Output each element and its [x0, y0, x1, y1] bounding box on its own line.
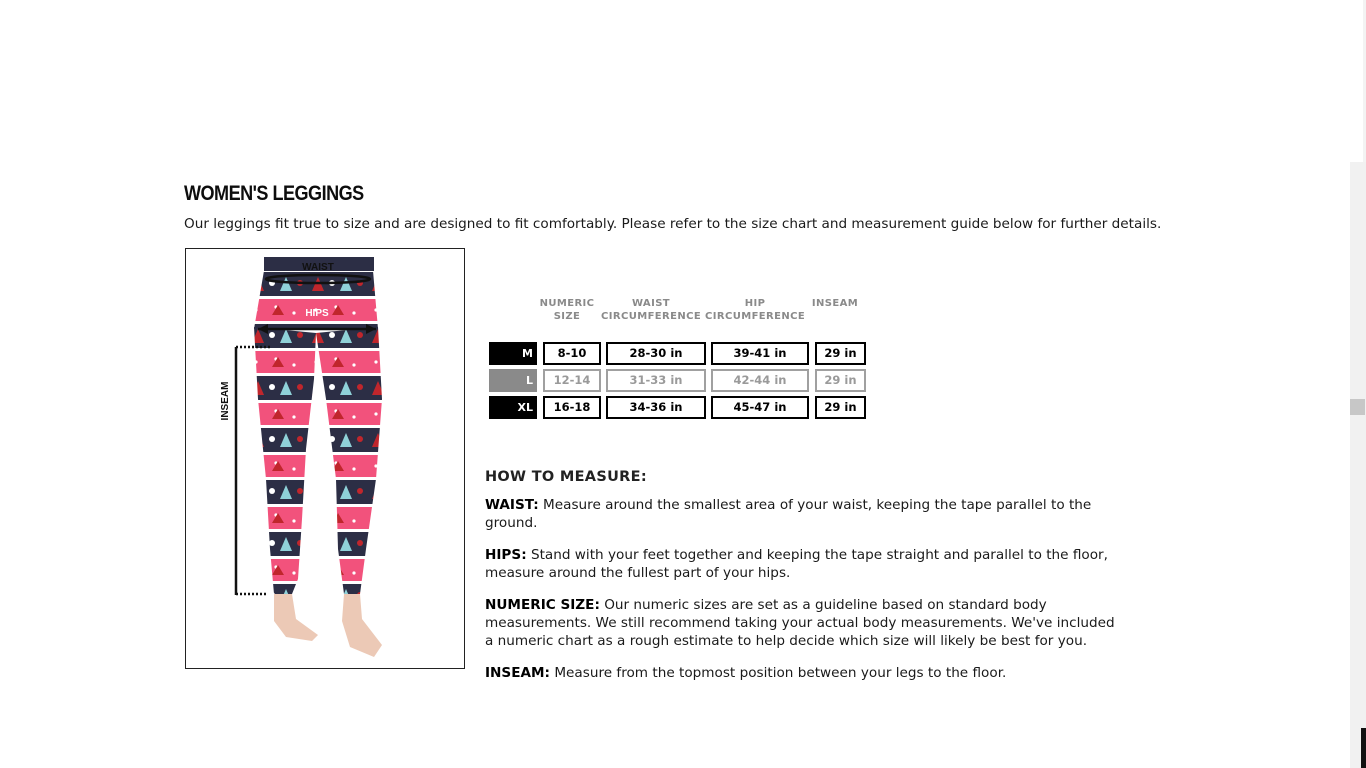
measure-waist	[485, 496, 1125, 532]
hip-cell: 39-41 in	[711, 342, 809, 365]
hip-cell: 45-47 in	[711, 396, 809, 419]
measure-hips	[485, 546, 1125, 582]
header-numeric-size: NUMERIC SIZE	[539, 298, 595, 322]
measure-numeric-size	[485, 596, 1125, 650]
scrollbar-thumb[interactable]	[1350, 399, 1365, 415]
waist-cell: 34-36 in	[606, 396, 706, 419]
page-title: WOMEN'S LEGGINGS	[184, 182, 364, 205]
header-hip: HIP CIRCUMFERENCE	[705, 298, 806, 322]
waist-cell: 31-33 in	[606, 369, 706, 392]
header-waist: WAIST CIRCUMFERENCE	[601, 298, 702, 322]
measure-text: Stand with your feet together and keeping the tape straight and parallel to the floor, measure around the fullest part of your hips.	[485, 547, 1108, 581]
size-label: L	[489, 369, 537, 392]
right-foot	[342, 594, 382, 657]
measure-term: WAIST:	[485, 497, 539, 513]
inseam-cell: 29 in	[815, 342, 866, 365]
left-foot	[274, 594, 318, 641]
leggings-measurement-figure	[185, 248, 465, 669]
how-to-measure	[485, 468, 1125, 696]
measure-text: Measure around the smallest area of your waist, keeping the tape parallel to the ground.	[485, 497, 1092, 531]
intro-text: Our leggings fit true to size and are designed to fit comfortably. Please refer to the size chart and measurement guide below for further details.	[184, 216, 1162, 232]
inseam-cell: 29 in	[815, 369, 866, 392]
inseam-cell: 29 in	[815, 396, 866, 419]
numeric-size-cell: 12-14	[543, 369, 601, 392]
measure-text: Our numeric sizes are set as a guideline based on standard body measurements. We still recommend taking your actual body measurements. We've included a numeric chart as a rough estimate to help decide which size will likely be best for you.	[485, 597, 1115, 649]
hips-label: HIPS	[305, 308, 329, 319]
window-corner	[1361, 728, 1366, 768]
hip-cell: 42-44 in	[711, 369, 809, 392]
left-leg	[254, 327, 316, 594]
size-label: M	[489, 342, 537, 365]
measure-text: Measure from the topmost position between your legs to the floor.	[550, 665, 1007, 681]
measure-term: NUMERIC SIZE:	[485, 597, 600, 613]
waist-label: WAIST	[302, 262, 334, 273]
measure-term: INSEAM:	[485, 665, 550, 681]
numeric-size-cell: 8-10	[543, 342, 601, 365]
measure-term: HIPS:	[485, 547, 527, 563]
numeric-size-cell: 16-18	[543, 396, 601, 419]
waist-cell: 28-30 in	[606, 342, 706, 365]
scrollbar-track[interactable]	[1350, 162, 1366, 768]
leggings-illustration	[186, 249, 464, 668]
how-to-measure-heading: HOW TO MEASURE:	[485, 469, 647, 485]
size-label: XL	[489, 396, 537, 419]
inseam-label: INSEAM	[220, 381, 231, 421]
right-leg	[316, 327, 382, 594]
header-inseam: INSEAM	[811, 298, 859, 309]
measure-inseam	[485, 664, 1125, 682]
